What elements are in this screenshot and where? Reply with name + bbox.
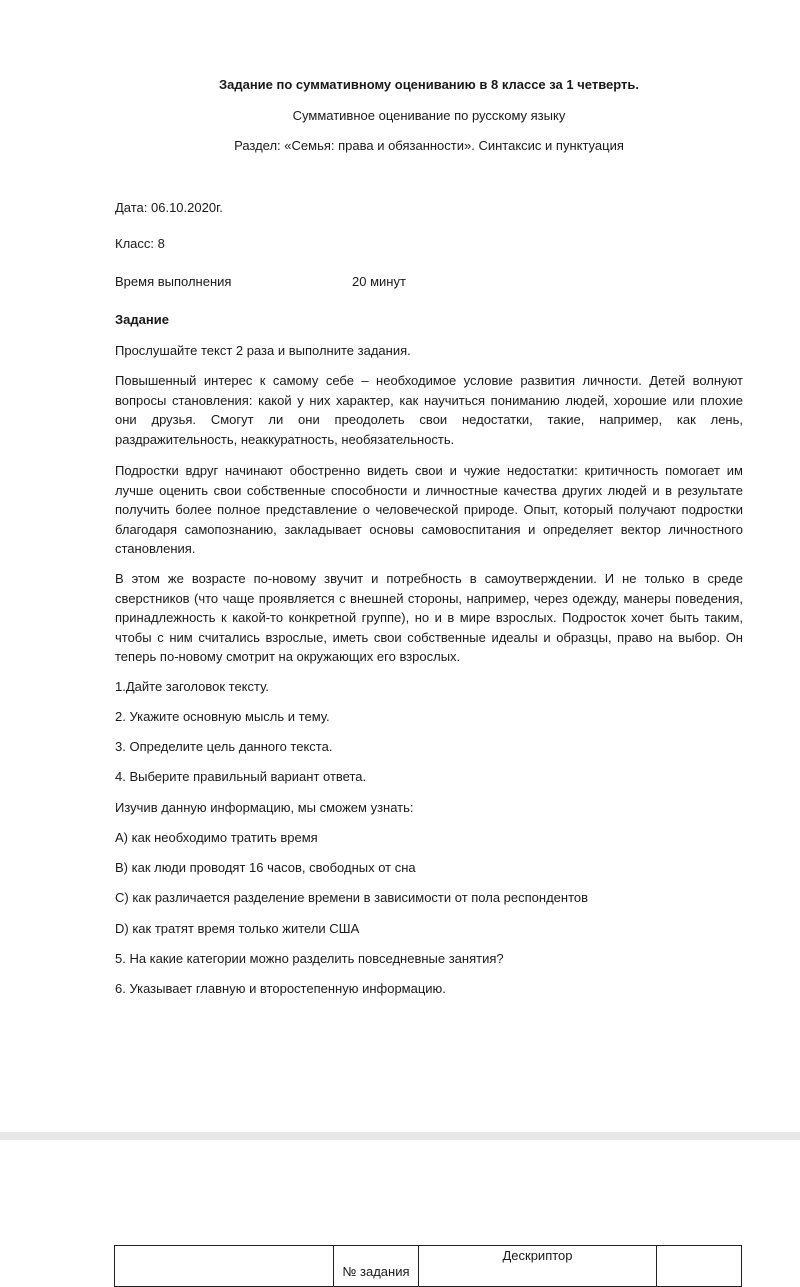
document-section: Раздел: «Семья: права и обязанности». Синтаксис и пунктуация (234, 138, 624, 153)
table-cell-empty (115, 1246, 334, 1287)
date-line: Дата: 06.10.2020г. (115, 200, 223, 215)
option-b: В) как люди проводят 16 часов, свободных от сна (115, 860, 416, 875)
task-number-header: № задания (342, 1264, 410, 1279)
descriptor-table (114, 1245, 742, 1287)
question-1: 1.Дайте заголовок тексту. (115, 679, 269, 694)
question-5: 5. На какие категории можно разделить повседневные занятия? (115, 951, 504, 966)
grade-line: Класс: 8 (115, 236, 165, 251)
table-row (115, 1246, 742, 1287)
descriptor-header: Дескриптор (502, 1248, 573, 1263)
text-paragraph-2: Подростки вдруг начинают обостренно видеть свои и чужие недостатки: критичность помогает им лучше оценить свои собственные способности и личностные качества других людей и в результате получить более полное представление о человеческой природе. Опыт, который получают подростки благодаря самопознанию, закладывает основы самовоспитания и определяет вектор личностного становления. (115, 463, 743, 557)
document-subtitle: Суммативное оценивание по русскому языку (292, 108, 566, 123)
option-c: С) как различается разделение времени в зависимости от пола респондентов (115, 890, 589, 905)
task-instruction: Прослушайте текст 2 раза и выполните задания. (115, 343, 411, 358)
question-6: 6. Указывает главную и второстепенную информацию. (115, 981, 446, 996)
question-4-lead: Изучив данную информацию, мы сможем узнать: (115, 800, 414, 815)
question-2: 2. Укажите основную мысль и тему. (115, 709, 330, 724)
text-paragraph-3: В этом же возрасте по-новому звучит и потребность в самоутверждении. И не только в среде сверстников (что чаще проявляется с внешней стороны, например, через одежду, манеры поведения, принадлежность к какой-то конкретной группе), но и в мире взрослых. Подросток хочет быть таким, чтобы с ним считались взрослые, иметь свои собственные идеалы и образцы, право на выбор. Он теперь по-новому смотрит на окружающих его взрослых. (115, 571, 743, 665)
text-paragraph-1: Повышенный интерес к самому себе – необходимое условие развития личности. Детей волнуют вопросы становления: какой у них характер, как научиться пониманию людей, хорошие или плохие они друзья. Смогут ли они преодолеть свои недостатки, такие, например, как лень, раздражительность, неаккуратность, необязательность. (115, 373, 743, 447)
document-title: Задание по суммативному оцениванию в 8 классе за 1 четверть. (218, 77, 640, 92)
question-3: 3. Определите цель данного текста. (115, 739, 333, 754)
question-4: 4. Выберите правильный вариант ответа. (115, 769, 367, 784)
task-heading: Задание (115, 312, 169, 327)
option-d: D) как тратят время только жители США (115, 921, 360, 936)
table-cell-task-no (334, 1246, 419, 1287)
time-label: Время выполнения (115, 274, 232, 289)
option-a: А) как необходимо тратить время (115, 830, 318, 845)
page-divider (0, 1132, 800, 1140)
time-value: 20 минут (352, 274, 406, 289)
table-cell-score (657, 1246, 742, 1287)
table-cell-descriptor (419, 1246, 657, 1287)
